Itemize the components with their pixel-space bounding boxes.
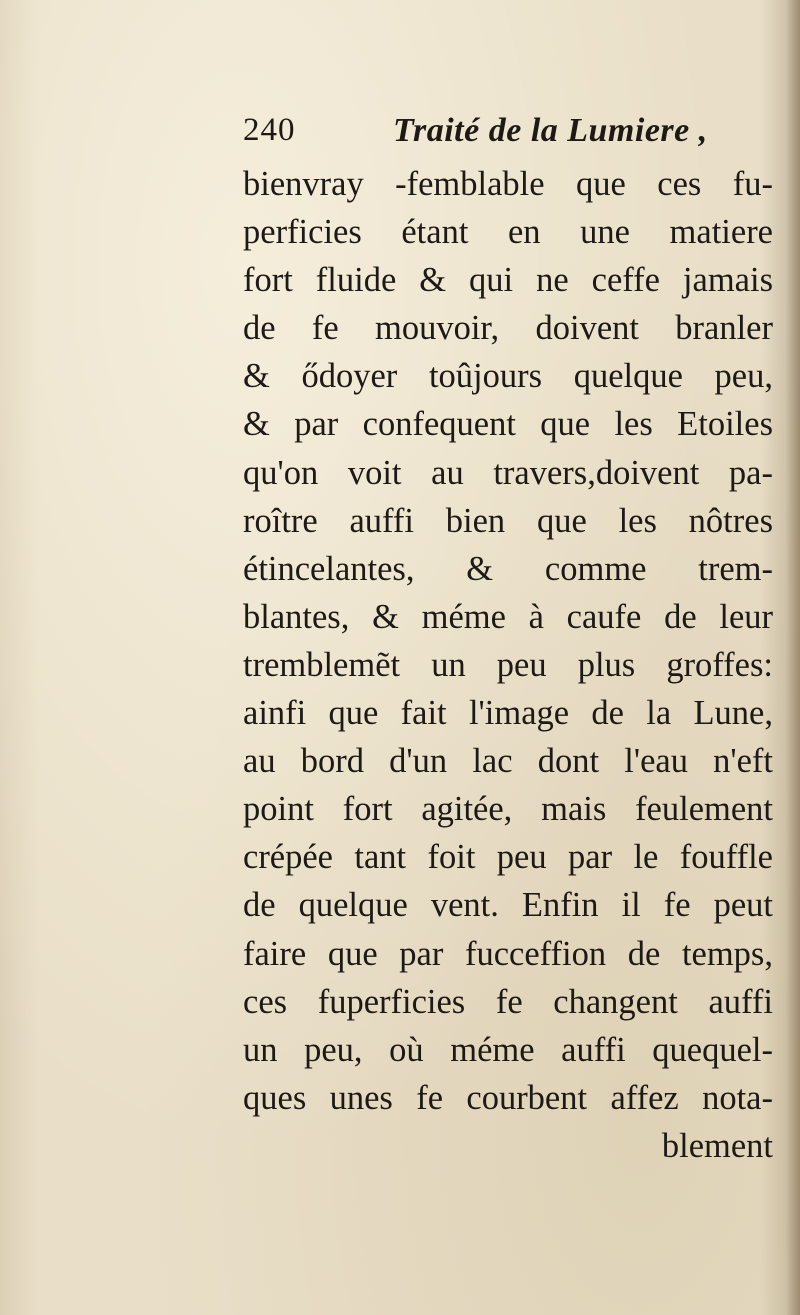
text-line: & ődoyer toûjours quelque peu,	[243, 357, 773, 396]
page-edge-shadow	[786, 0, 800, 1315]
text-line: au bord d'un lac dont l'eau n'eft	[243, 742, 773, 781]
text-line: de quelque vent. Enfin il fe peut	[243, 886, 773, 925]
text-line: fort fluide & qui ne ceffe jamais	[243, 261, 773, 300]
text-line: bienvray -femblable que ces fu-	[243, 165, 773, 203]
text-line: ainfi que fait l'image de la Lune,	[243, 694, 773, 733]
text-line: ces fuperficies fe changent auffi	[243, 982, 773, 1021]
text-line: & par confequent que les Etoiles	[243, 405, 773, 444]
text-line: un peu, où méme auffi quequel-	[243, 1030, 773, 1069]
text-line: de fe mouvoir, doivent branler	[243, 309, 773, 348]
text-line: roître auffi bien que les nôtres	[243, 501, 773, 540]
text-line: ques unes fe courbent affez nota-	[243, 1078, 773, 1117]
catchword: blement	[661, 1126, 773, 1165]
page-header	[243, 112, 763, 162]
page-number: 240	[243, 112, 296, 148]
text-line: qu'on voit au travers,doivent pa-	[243, 453, 773, 492]
text-line: point fort agitée, mais feulement	[243, 790, 773, 829]
text-line: crépée tant foit peu par le fouffle	[243, 838, 773, 877]
text-line: blantes, & méme à caufe de leur	[243, 597, 773, 636]
text-line: perficies étant en une matiere	[243, 213, 773, 252]
body-text	[243, 160, 773, 1170]
text-line: faire que par fucceffion de temps,	[243, 934, 773, 973]
text-line: étincelantes, & comme trem-	[243, 549, 773, 588]
running-title: Traité de la Lumiere ,	[393, 112, 708, 149]
text-line: tremblemẽt un peu plus groffes:	[243, 645, 773, 684]
